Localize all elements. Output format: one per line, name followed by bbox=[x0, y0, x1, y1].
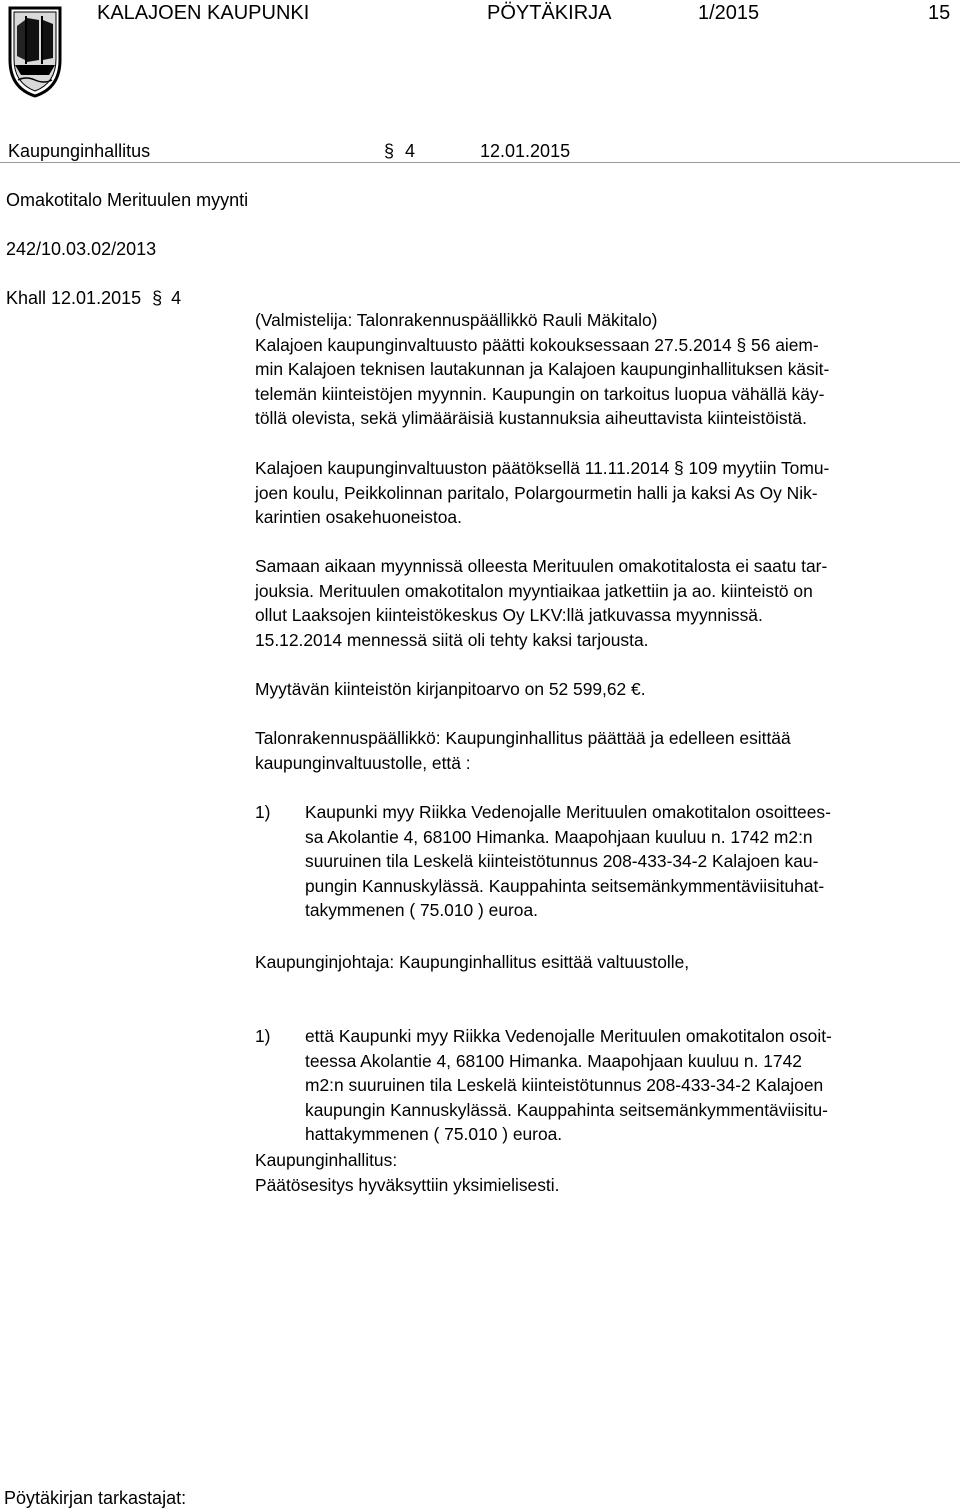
text-line: töllä olevista, sekä ylimääräisiä kustannuksia aiheuttavista kiinteistöistä. bbox=[255, 408, 807, 428]
khall-reference bbox=[6, 286, 181, 310]
meeting-body: Kaupunginhallitus bbox=[8, 141, 151, 161]
text-line: että Kaupunki myy Riikka Vedenojalle Merituulen omakotitalon osoit- bbox=[305, 1026, 832, 1046]
meeting-section bbox=[384, 139, 415, 163]
paragraph-background bbox=[255, 308, 955, 431]
text-line: ollut Laaksojen kiinteistökeskus Oy LKV:llä jatkuvassa myynnissä. bbox=[255, 605, 763, 625]
text-line: kaupunginvaltuustolle, että : bbox=[255, 752, 471, 773]
text-line: takymmenen ( 75.010 ) euroa. bbox=[305, 900, 538, 920]
text-line: 15.12.2014 mennessä siitä oli tehty kaksi tarjousta. bbox=[255, 629, 649, 650]
text-line: Kalajoen kaupunginvaltuusto päätti kokouksessaan 27.5.2014 § 56 aiem- bbox=[255, 334, 819, 355]
paragraph-proposal-builder bbox=[255, 726, 955, 775]
text-line: teessa Akolantie 4, 68100 Himanka. Maapohjaan kuuluu n. 1742 bbox=[305, 1050, 802, 1071]
header-page-number: 15 bbox=[928, 2, 951, 24]
header-organization: KALAJOEN KAUPUNKI bbox=[97, 2, 310, 24]
text-line: joen koulu, Peikkolinnan paritalo, Polargourmetin halli ja kaksi As Oy Nik- bbox=[255, 482, 818, 503]
text-line: hattakymmenen ( 75.010 ) euroa. bbox=[305, 1124, 563, 1144]
paragraph-merituuli-status bbox=[255, 554, 955, 652]
text-line: karintien osakehuoneistoa. bbox=[255, 507, 462, 527]
text-line: jouksia. Merituulen omakotitalon myyntiaikaa jatkettiin ja ao. kiinteistö on bbox=[255, 580, 813, 601]
meeting-section-number: 4 bbox=[405, 141, 416, 161]
text-line: Kaupunki myy Riikka Vedenojalle Merituulen omakotitalon osoittees- bbox=[305, 802, 831, 822]
reference-number: 242/10.03.02/2013 bbox=[6, 239, 157, 259]
meeting-date: 12.01.2015 bbox=[480, 141, 571, 161]
paragraph-decision bbox=[255, 1148, 955, 1197]
ship-coat-of-arms-icon bbox=[6, 2, 64, 98]
text-line: Kaupunginhallitus: bbox=[255, 1150, 398, 1170]
subject-title: Omakotitalo Merituulen myynti bbox=[6, 190, 249, 210]
khall-reference-section: 4 bbox=[171, 288, 182, 308]
proposer-label: Talonrakennuspäällikkö: bbox=[255, 728, 441, 748]
text-line: suuruinen tila Leskelä kiinteistötunnus 208-433-34-2 Kalajoen kau- bbox=[305, 851, 819, 871]
list-number: 1) bbox=[255, 802, 271, 822]
mayor-label: Kaupunginjohtaja bbox=[255, 952, 390, 972]
text-line: m2:n suuruinen tila Leskelä kiinteistötunnus 208-433-34-2 Kalajoen bbox=[305, 1075, 824, 1095]
text-line: min Kalajoen teknisen lautakunnan ja Kalajoen kaupunginhallituksen käsit- bbox=[255, 359, 830, 379]
footer-inspectors-label: Pöytäkirjan tarkastajat: bbox=[4, 1488, 187, 1508]
section-sign: § bbox=[384, 141, 395, 161]
text-line: telemän kiinteistöjen myynnin. Kaupungin on tarkoitus luopua vähällä käy- bbox=[255, 383, 825, 404]
khall-reference-date: Khall 12.01.2015 bbox=[6, 288, 142, 308]
header-document-number: 1/2015 bbox=[698, 2, 760, 24]
decision-text: Päätösesitys hyväksyttiin yksimielisesti. bbox=[255, 1174, 560, 1195]
text-line: pungin Kannuskylässä. Kauppahinta seitsemänkymmentäviisituhat- bbox=[305, 875, 825, 896]
paragraph-proposal-mayor bbox=[255, 950, 955, 975]
header-divider bbox=[0, 162, 960, 163]
board-label: Kaupunginhallitus bbox=[255, 1150, 393, 1170]
header-document-type: PÖYTÄKIRJA bbox=[487, 2, 612, 24]
text-line: Myytävän kiinteistön kirjanpitoarvo on 52 599,62 €. bbox=[255, 679, 646, 699]
paragraph-previous-sales bbox=[255, 456, 955, 530]
text-line: Talonrakennuspäällikkö: Kaupunginhallitus päättää ja edelleen esittää bbox=[255, 728, 791, 748]
list-item-proposal-2 bbox=[305, 1024, 953, 1147]
text-line: Samaan aikaan myynnissä olleesta Merituulen omakotitalosta ei saatu tar- bbox=[255, 556, 828, 576]
text-line: sa Akolantie 4, 68100 Himanka. Maapohjaan kuuluu n. 1742 m2:n bbox=[305, 826, 813, 847]
section-sign: § bbox=[152, 288, 163, 308]
list-item-proposal-1 bbox=[305, 800, 953, 923]
text-line: Kalajoen kaupunginvaltuuston päätöksellä 11.11.2014 § 109 myytiin Tomu- bbox=[255, 458, 830, 478]
list-number: 1) bbox=[255, 1026, 271, 1046]
paragraph-book-value bbox=[255, 677, 955, 702]
text-line: Kaupunginjohtaja: Kaupunginhallitus esittää valtuustolle, bbox=[255, 952, 690, 972]
text-line: kaupungin Kannuskylässä. Kauppahinta seitsemänkymmentäviisitu- bbox=[305, 1099, 828, 1120]
text-line: (Valmistelija: Talonrakennuspäällikkö Rauli Mäkitalo) bbox=[255, 310, 658, 330]
